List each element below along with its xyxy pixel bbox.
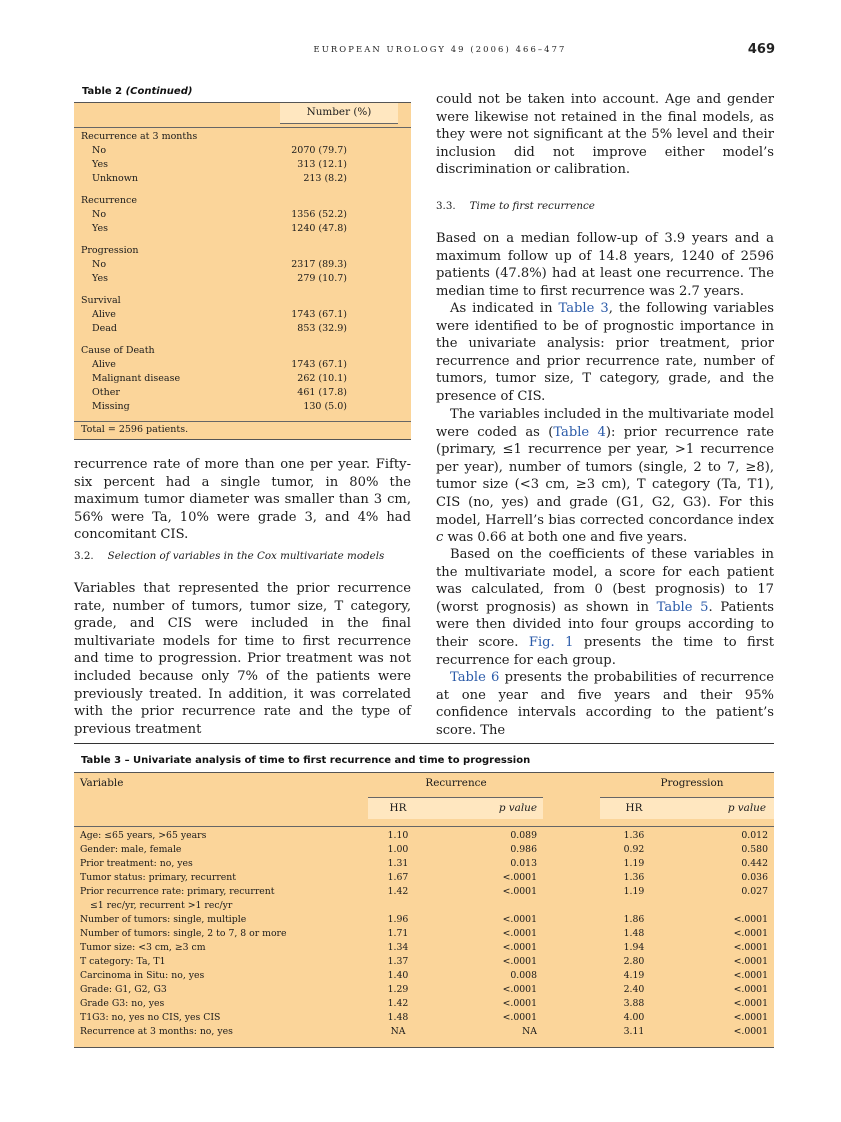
table3-row: [74, 885, 774, 899]
table2-row-value: 279 (10.7): [297, 273, 347, 284]
table3-cell-rec-hr: 1.42: [387, 998, 409, 1009]
table2-caption: [82, 86, 192, 97]
right-paragraph-1: could not be taken into account. Age and gender were likewise not retained in the final models, as they were not significant at the 5% level and their inclusion did not improve either model’s discrimination or calibration.: [436, 92, 774, 178]
table3-cell-prog-hr: 1.19: [623, 858, 645, 869]
table3-prog-p-header: p value: [727, 802, 766, 814]
right-paragraph-2: Based on a median follow-up of 3.9 years and a maximum follow up of 14.8 years, 1240 of 2596 patients (47.8%) had at least one recurrence. The median time to first recurrence was 2.7 years.: [436, 231, 774, 299]
table2-group-row: [74, 294, 411, 308]
table3-cell-rec-hr: 1.96: [387, 914, 409, 925]
table3-row: [74, 843, 774, 857]
running-head: EUROPEAN UROLOGY 49 (2006) 466–477: [313, 44, 567, 54]
para5-text-b: . Patients were then divided into four groups according to their score.: [436, 599, 775, 650]
table3-cell-prog-hr: 3.88: [623, 998, 645, 1009]
table2-row-value: 313 (12.1): [297, 159, 347, 170]
table2-row-value: 2070 (79.7): [291, 145, 347, 156]
table2-row: [74, 372, 411, 386]
table3-cell-rec-p: <.0001: [502, 998, 537, 1009]
table2-row: [74, 358, 411, 372]
table2-row-label: Other: [92, 387, 120, 398]
table2-row-label: Missing: [92, 401, 130, 412]
table3-cell-rec-hr: 1.42: [387, 886, 409, 897]
table3-cell-prog-hr: 3.11: [623, 1026, 645, 1037]
table3-cell-rec-p: <.0001: [502, 928, 537, 939]
table3-header-rule: [74, 826, 774, 827]
table3-row: [74, 927, 774, 941]
table2-row-value: 1240 (47.8): [291, 223, 347, 234]
table3-cell-variable: Number of tumors: single, multiple: [80, 914, 247, 925]
table3-cell-prog-hr: 4.19: [623, 970, 645, 981]
table2-header-rule: [74, 127, 411, 128]
table3-cell-prog-p: 0.027: [741, 886, 768, 897]
table3-cell-prog-p: 0.580: [741, 844, 768, 855]
table2-caption-suffix: (Continued): [125, 86, 193, 97]
para4-text-a: The variables included in the multivariate model were coded as (: [436, 407, 774, 440]
link-table-3[interactable]: Table 3: [558, 301, 609, 316]
table3-row: [74, 857, 774, 871]
table3-header-progression: Progression: [660, 777, 724, 789]
table3-cell-prog-hr: 1.19: [623, 886, 645, 897]
table3-cell-rec-hr: 1.00: [387, 844, 409, 855]
table3-cell-variable: Tumor status: primary, recurrent: [80, 872, 236, 883]
table2-row: [74, 172, 411, 186]
table3-cell-rec-hr: NA: [390, 1026, 406, 1037]
table2-row-label: No: [92, 259, 107, 270]
table2-row: [74, 400, 411, 414]
table3-cell-variable: T category: Ta, T1: [80, 956, 166, 967]
table2: [74, 102, 411, 440]
table3-cell-variable: T1G3: no, yes no CIS, yes CIS: [80, 1012, 221, 1023]
table3-cell-rec-p: NA: [522, 1026, 537, 1037]
left-paragraph-2: Variables that represented the prior recurrence rate, number of tumors, tumor size, T category, grade, and CIS were included in the final multivariate models for time to first recurrence and time to progression. Prior treatment was not included because only 7% of the patients were previously treated. In addition, it was correlated with the prior recurrence rate and the type of previous treatment: [74, 581, 411, 737]
table2-row: [74, 386, 411, 400]
section-3-2-title: Selection of variables in the Cox multivariate models: [107, 550, 385, 562]
table3-cell-variable: Recurrence at 3 months: no, yes: [80, 1026, 233, 1037]
table3-cell-rec-p: 0.013: [510, 858, 537, 869]
table2-row-label: Unknown: [92, 173, 138, 184]
para4-text-c: was 0.66 at both one and five years.: [443, 530, 688, 546]
table2-caption-prefix: Table 2: [82, 86, 123, 97]
table2-row-label: Yes: [92, 223, 108, 234]
table2-row-value: 1743 (67.1): [291, 309, 347, 320]
right-paragraph-6: [436, 669, 774, 739]
table3-cell-rec-p: 0.008: [510, 970, 537, 981]
table3-row: [74, 913, 774, 927]
table3-cell-rec-p: 0.986: [510, 844, 537, 855]
table3-cell-rec-p: <.0001: [502, 1012, 537, 1023]
table2-row-value: 213 (8.2): [303, 173, 347, 184]
right-paragraph-5: [436, 546, 774, 669]
table3-row: [74, 1011, 774, 1025]
table3-cell-prog-p: <.0001: [733, 1026, 768, 1037]
table3-row: [74, 941, 774, 955]
table2-row: [74, 272, 411, 286]
table3-row: [74, 983, 774, 997]
table2-row-label: No: [92, 145, 107, 156]
table2-row-value: 1743 (67.1): [291, 359, 347, 370]
table3-cell-prog-p: <.0001: [733, 970, 768, 981]
table2-row-label: No: [92, 209, 107, 220]
table3-cell-prog-hr: 1.36: [623, 830, 645, 841]
table2-row: [74, 208, 411, 222]
table3-cell-rec-p: <.0001: [502, 914, 537, 925]
section-3-3-number: 3.3.: [436, 200, 456, 212]
table3-row: [74, 899, 774, 913]
table2-row-label: Dead: [92, 323, 117, 334]
table3-cell-rec-hr: 1.34: [387, 942, 409, 953]
section-3-2-number: 3.2.: [74, 550, 94, 562]
table3-cell-prog-p: <.0001: [733, 928, 768, 939]
para4-concordance-c: c: [436, 530, 444, 546]
table2-row-label: Yes: [92, 159, 108, 170]
table3-cell-rec-hr: 1.31: [387, 858, 409, 869]
table3-cell-rec-hr: 1.29: [387, 984, 409, 995]
right-paragraph-3: [436, 300, 774, 406]
table3-row: [74, 997, 774, 1011]
table3-cell-rec-hr: 1.40: [387, 970, 409, 981]
table3-cell-rec-p: <.0001: [502, 872, 537, 883]
table3-cell-prog-hr: 1.86: [623, 914, 645, 925]
table2-group-label: Progression: [81, 245, 139, 256]
table2-row-label: Alive: [92, 309, 116, 320]
table3-subheader-recurrence: [368, 797, 543, 819]
para4-text-b: ): prior recurrence rate (primary, ≤1 recurrence per year, >1 recurrence per year), number of tumors (single, 2 to 7, ≥8), tumor size (<3 cm, ≥3 cm), T category (Ta, T1), CIS (no, yes) and grade (G1, G2, G3). For this model, Harrell’s bias corrected concordance index: [436, 424, 774, 528]
right-paragraph-4: [436, 406, 774, 547]
link-table-4[interactable]: Table 4: [553, 424, 606, 440]
table3-cell-rec-hr: 1.10: [387, 830, 409, 841]
table3-cell-rec-hr: 1.67: [387, 872, 409, 883]
table3-header-variable: Variable: [80, 777, 124, 789]
table3-cell-prog-p: <.0001: [733, 1012, 768, 1023]
table2-row: [74, 258, 411, 272]
table3-prog-hr-header: HR: [625, 802, 643, 814]
table2-row: [74, 308, 411, 322]
table3-cell-prog-hr: 2.40: [623, 984, 645, 995]
section-3-2-heading: [74, 550, 384, 562]
table2-row: [74, 222, 411, 236]
table2-row-value: 461 (17.8): [297, 387, 347, 398]
table3-cell-variable: Age: ≤65 years, >65 years: [80, 830, 207, 841]
link-table-6[interactable]: Table 6: [450, 670, 500, 685]
left-paragraph-1: recurrence rate of more than one per year. Fifty-six percent had a single tumor, in 80% the maximum tumor diameter was smaller than 3 cm, 56% were Ta, 10% were grade 3, and 4% had concomitant CIS.: [74, 457, 411, 543]
table3-cell-variable: Carcinoma in Situ: no, yes: [80, 970, 205, 981]
table2-row-label: Yes: [92, 273, 108, 284]
table3-cell-prog-p: 0.012: [741, 830, 768, 841]
para3-text-b: , the following variables were identified to be of prognostic importance in the univariate analysis: prior treatment, prior recurrence and prior recurrence rate, number of tumors, tumor size, T category, grade, and the presence of CIS.: [436, 301, 774, 404]
table3-cell-prog-hr: 1.48: [623, 928, 645, 939]
table3-cell-variable: Tumor size: <3 cm, ≥3 cm: [80, 942, 206, 953]
table3-header-recurrence: Recurrence: [425, 777, 487, 789]
table2-row-value: 1356 (52.2): [291, 209, 347, 220]
table3-cell-prog-hr: 1.94: [623, 942, 645, 953]
table3-cell-rec-p: <.0001: [502, 956, 537, 967]
table2-total-rule: [74, 421, 411, 422]
table3-cell-variable: Gender: male, female: [80, 844, 182, 855]
table3-cell-rec-p: <.0001: [502, 984, 537, 995]
table2-row-label: Alive: [92, 359, 116, 370]
section-3-3-title: Time to first recurrence: [469, 200, 595, 212]
table2-row-value: 853 (32.9): [297, 323, 347, 334]
table2-group-row: [74, 194, 411, 208]
para6-text-a: presents the probabilities of recurrence at one year and five years and their 95% confidence intervals according to the patient’s score. The: [436, 670, 774, 738]
table3-row: [74, 955, 774, 969]
table2-group-row: [74, 130, 411, 144]
table2-total: Total = 2596 patients.: [81, 424, 189, 435]
table3: [74, 772, 774, 1048]
table2-group-label: Survival: [81, 295, 121, 306]
table3-row: [74, 1025, 774, 1039]
link-fig-1[interactable]: Fig. 1: [528, 634, 574, 650]
table3-cell-rec-hr: 1.48: [387, 1012, 409, 1023]
table2-group-label: Cause of Death: [81, 345, 155, 356]
table2-row-value: 2317 (89.3): [291, 259, 347, 270]
table3-cell-prog-hr: 0.92: [623, 844, 645, 855]
table3-cell-variable: ≤1 rec/yr, recurrent >1 rec/yr: [90, 900, 233, 911]
table2-group-label: Recurrence: [81, 195, 137, 206]
table3-rec-hr-header: HR: [389, 802, 407, 814]
section-3-3-heading: [436, 200, 595, 212]
table3-cell-variable: Prior treatment: no, yes: [80, 858, 193, 869]
para5-text-a: Based on the coefficients of these variables in the multivariate model, a score for each patient was calculated, from 0 (best prognosis) to 17 (worst prognosis) as shown in: [436, 547, 774, 615]
table3-cell-prog-p: <.0001: [733, 956, 768, 967]
table3-cell-variable: Prior recurrence rate: primary, recurrent: [80, 886, 275, 897]
table2-row: [74, 144, 411, 158]
table3-cell-variable: Grade: G1, G2, G3: [80, 984, 167, 995]
table3-cell-rec-p: <.0001: [502, 886, 537, 897]
table2-row-value: 262 (10.1): [297, 373, 347, 384]
table3-cell-prog-p: 0.442: [741, 858, 768, 869]
table2-row-label: Malignant disease: [92, 373, 181, 384]
table3-row: [74, 829, 774, 843]
table3-cell-prog-p: <.0001: [733, 942, 768, 953]
table2-group-row: [74, 244, 411, 258]
para5-text-c: presents the time to first recurrence for each group.: [436, 634, 775, 668]
table3-cell-variable: Number of tumors: single, 2 to 7, 8 or more: [80, 928, 287, 939]
table3-rec-p-header: p value: [498, 802, 537, 814]
table3-top-rule: [74, 743, 774, 744]
table3-caption: Table 3 – Univariate analysis of time to first recurrence and time to progression: [81, 755, 531, 766]
table2-group-label: Recurrence at 3 months: [81, 131, 198, 142]
table2-row-value: 130 (5.0): [303, 401, 347, 412]
table3-row: [74, 969, 774, 983]
para3-text-a: As indicated in: [450, 301, 559, 316]
table3-cell-prog-hr: 2.80: [623, 956, 645, 967]
table3-cell-rec-hr: 1.71: [387, 928, 409, 939]
table2-group-row: [74, 344, 411, 358]
table3-cell-prog-hr: 4.00: [623, 1012, 645, 1023]
page-number: 469: [747, 42, 775, 57]
table2-column-header: Number (%): [280, 103, 398, 124]
table3-cell-rec-p: <.0001: [502, 942, 537, 953]
table3-cell-prog-p: 0.036: [741, 872, 768, 883]
table3-cell-prog-p: <.0001: [733, 914, 768, 925]
table2-row: [74, 322, 411, 336]
table3-cell-variable: Grade G3: no, yes: [80, 998, 165, 1009]
link-table-5[interactable]: Table 5: [656, 599, 709, 615]
table3-cell-rec-hr: 1.37: [387, 956, 409, 967]
table3-cell-prog-p: <.0001: [733, 998, 768, 1009]
table3-cell-rec-p: 0.089: [510, 830, 537, 841]
table3-cell-prog-hr: 1.36: [623, 872, 645, 883]
table2-row: [74, 158, 411, 172]
table3-row: [74, 871, 774, 885]
table3-subheader-progression: [600, 797, 774, 819]
table3-cell-prog-p: <.0001: [733, 984, 768, 995]
